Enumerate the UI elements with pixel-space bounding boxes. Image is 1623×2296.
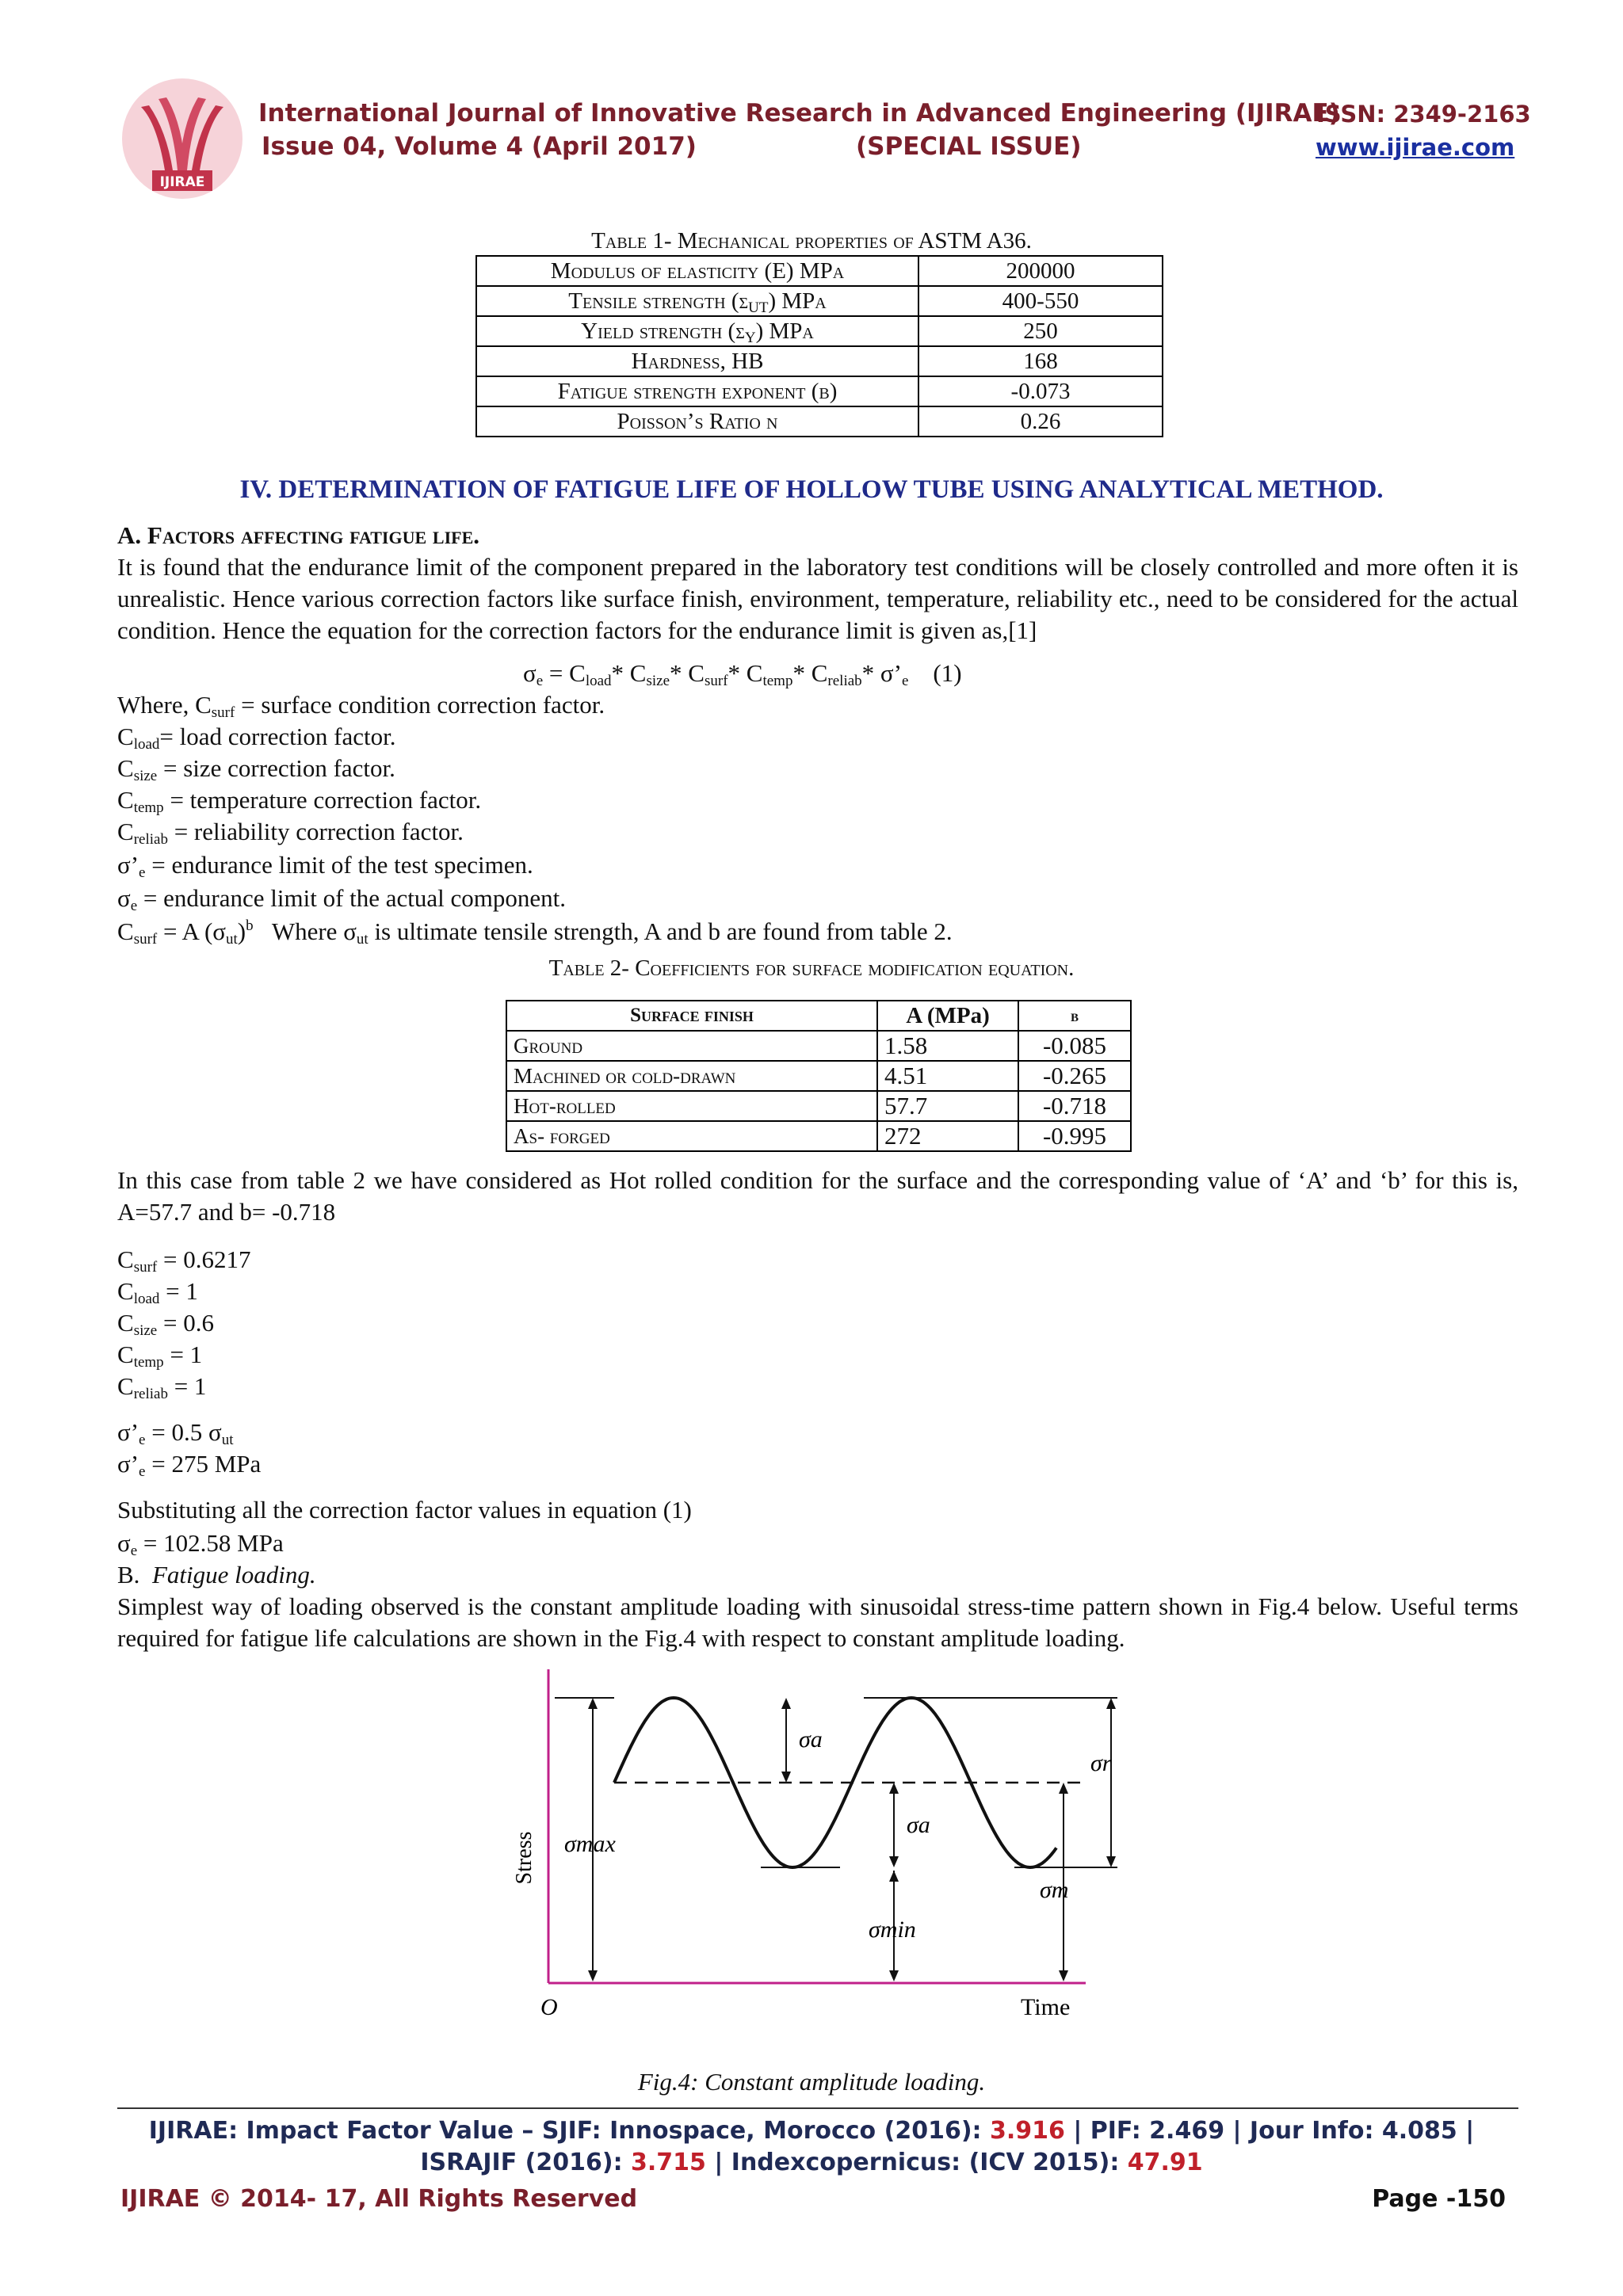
logo-text: IJIRAE xyxy=(159,174,205,190)
def-creliab: $C_{reliab}$ = reliability correction factor. xyxy=(117,818,464,848)
def-sig-e: $\sigma_e$ = endurance limit of the actual component. xyxy=(117,884,567,914)
website-link[interactable]: www.ijirae.com xyxy=(1316,134,1515,161)
issue-info: Issue 04, Volume 4 (April 2017) xyxy=(262,132,697,161)
table-row: Surface finish A (MPa) b xyxy=(506,1001,1131,1031)
val-sig1: $\sigma’_e = 0.5$ $\sigma_{ut}$ xyxy=(117,1418,234,1448)
def-csize: $C_{size}$ = size correction factor. xyxy=(117,754,395,784)
copyright: IJIRAE © 2014- 17, All Rights Reserved xyxy=(120,2185,638,2213)
x-axis-label: Time xyxy=(1021,1994,1071,2020)
table-row: Hardness, HB 168 xyxy=(476,346,1163,376)
table-row: As- forged 272 -0.995 xyxy=(506,1121,1131,1151)
table2 xyxy=(506,1000,1132,1152)
paragraph-1: It is found that the endurance limit of the component prepared in the laboratory test conditions will be closely controlled and more often it is unrealistic. Hence various correction factors like surface finish, environment, temperature, reliability etc., need to be considered for the actual condition. Hence the equation for the correction factors for the endurance limit is given as,[1] xyxy=(117,553,1518,644)
footer-line-1: IJIRAE: Impact Factor Value – SJIF: Innospace, Morocco (2016): 3.916 | PIF: 2.469 | Jour Info: 4.085 | xyxy=(148,2117,1475,2145)
val-sig2: $\sigma’_e = 275$ MPa xyxy=(117,1450,262,1480)
def-cload: $C_{load}=$ load correction factor. xyxy=(117,723,396,753)
paragraph-2: In this case from table 2 we have considered as Hot rolled condition for the surface and the corresponding value of ‘A’ and ‘b’ for this is, A=57.7 and b= -0.718 xyxy=(117,1166,1518,1226)
csurf-formula: $C_{surf} = A$ $(\sigma_{ut})^b$ Where $\sigma_{ut}$ is ultimate tensile strength, A and b are found from table 2. xyxy=(117,917,953,948)
table-row: Ground 1.58 -0.085 xyxy=(506,1031,1131,1061)
figure-constant-amplitude xyxy=(491,1660,1141,2072)
subsection-a: A. Factors affecting fatigue life. xyxy=(117,521,479,549)
paragraph-3: Substituting all the correction factor values in equation (1) xyxy=(117,1496,692,1524)
y-axis-label: Stress xyxy=(512,1831,537,1885)
table2-caption: Table 2- Coefficients for surface modification equation. xyxy=(548,955,1075,981)
sigma-a-label-2: σa xyxy=(907,1812,930,1838)
where-line: Where, $C_{surf}$ = surface condition correction factor. xyxy=(117,691,605,721)
figure-caption: Fig.4: Constant amplitude loading. xyxy=(637,2068,986,2096)
val-csize: $C_{size} = 0.6$ xyxy=(117,1309,214,1339)
sigma-m-label: σm xyxy=(1040,1877,1069,1903)
def-sig-e-prime: $\sigma’_e$ = endurance limit of the test specimen. xyxy=(117,851,533,881)
sigma-max-label: σmax xyxy=(564,1831,616,1857)
special-issue: (SPECIAL ISSUE) xyxy=(856,132,1082,161)
table-row: Modulus of elasticity (E) MPa 200000 xyxy=(476,256,1163,286)
table-row: Machined or cold-drawn 4.51 -0.265 xyxy=(506,1061,1131,1091)
section-heading: IV. DETERMINATION OF FATIGUE LIFE OF HOLLOW TUBE USING ANALYTICAL METHOD. xyxy=(239,475,1384,504)
table-row: Yield strength $(\sigma_Y)$ MPa 250 xyxy=(476,316,1163,346)
sigma-r-label: σr xyxy=(1090,1750,1112,1776)
val-ctemp: $C_{temp} = 1$ xyxy=(117,1341,203,1371)
sigma-min-label: σmin xyxy=(869,1917,916,1943)
val-csurf: $C_{surf} = 0.6217$ xyxy=(117,1245,251,1276)
equation-1: $\sigma_e = C_{load}*$ $C_{size}*$ $C_{surf}*$ $C_{temp}*$ $C_{reliab}*$ $\sigma’_e$ (1) xyxy=(523,659,962,689)
origin-label: O xyxy=(540,1994,558,2020)
footer-divider xyxy=(117,2107,1518,2109)
table-row: Poisson’s Ratio ν 0.26 xyxy=(476,406,1163,437)
table-row: Fatigue strength exponent (b) -0.073 xyxy=(476,376,1163,406)
table1 xyxy=(475,255,1163,437)
table-row: Tensile strength $(\sigma_{UT})$ MPa 400-550 xyxy=(476,286,1163,316)
subsection-b: B. Fatigue loading. xyxy=(117,1561,316,1589)
table-row: Hot-rolled 57.7 -0.718 xyxy=(506,1091,1131,1121)
footer-line-2: ISRAJIF (2016): 3.715 | Indexcopernicus: (ICV 2015): 47.91 xyxy=(420,2149,1203,2176)
paragraph-4: Simplest way of loading observed is the constant amplitude loading with sinusoidal stress-time pattern shown in Fig.4 below. Useful terms required for fatigue life calculations are shown in the Fig.4 with respect to constant amplitude loading. xyxy=(117,1592,1518,1652)
sig-e-result: $\sigma_e = 102.58$ MPa xyxy=(117,1529,284,1559)
journal-logo xyxy=(117,75,247,202)
sigma-a-label: σa xyxy=(799,1726,823,1753)
journal-title: International Journal of Innovative Research in Advanced Engineering (IJIRAE) xyxy=(258,99,1340,128)
def-ctemp: $C_{temp}$ = temperature correction factor. xyxy=(117,786,482,816)
table1-caption: Table 1- Mechanical properties of ASTM A36. xyxy=(591,228,1032,254)
issn: ISSN: 2349-2163 xyxy=(1316,101,1531,128)
val-creliab: $C_{reliab} = 1$ xyxy=(117,1372,207,1402)
val-cload: $C_{load} = 1$ xyxy=(117,1277,198,1307)
page-number: Page -150 xyxy=(1372,2185,1506,2213)
